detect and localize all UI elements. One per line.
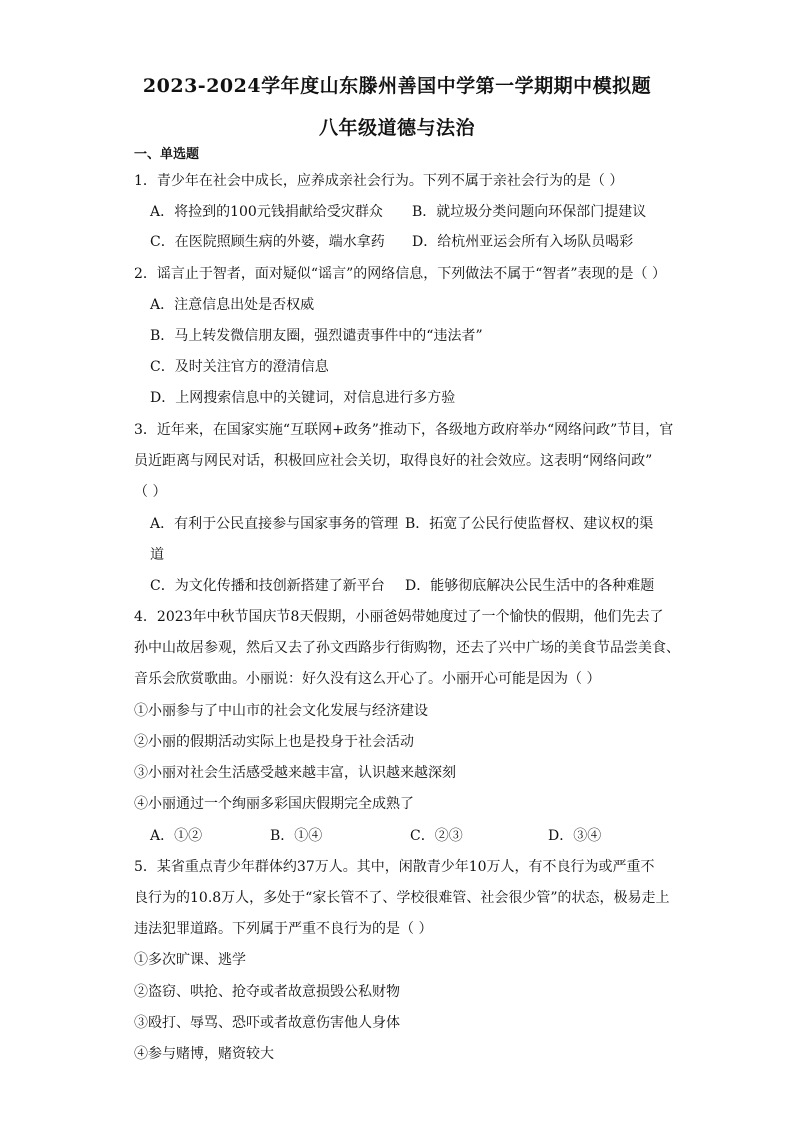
q5-stem-line1: 5．某省重点青少年群体约37万人。其中，闲散青少年10万人，有不良行为或严重不 [134,859,655,875]
q3-option-b-cont: 道 [150,547,164,563]
q2-option-d: D．上网搜索信息中的关键词，对信息进行多方验 [150,390,456,406]
q2-option-c: C．及时关注官方的澄清信息 [150,359,329,375]
q5-statement-1: ①多次旷课、逃学 [134,952,246,968]
q4-statement-1: ①小丽参与了中山市的社会文化发展与经济建设 [134,703,428,719]
document-subtitle: 八年级道德与法治 [318,117,475,139]
q2-option-a: A．注意信息出处是否权威 [150,297,315,313]
q1-option-c: C．在医院照顾生病的外婆，端水拿药 [150,234,385,250]
q5-statement-2: ②盗窃、哄抢、抢夺或者故意损毁公私财物 [134,984,400,1000]
q4-stem-line1: 4．2023年中秋节国庆节8天假期，小丽爸妈带她度过了一个愉快的假期，他们先去了 [134,609,664,625]
q4-option-c: C．②③ [410,828,463,844]
q3-stem-line2: 员近距离与网民对话，积极回应社会关切，取得良好的社会效应。这表明“网络问政” [134,453,653,469]
q4-stem-line3: 音乐会欣赏歌曲。小丽说：好久没有这么开心了。小丽开心可能是因为（ ） [134,671,601,687]
q4-option-d: D．③④ [548,828,602,844]
q4-statement-3: ③小丽对社会生活感受越来越丰富，认识越来越深刻 [134,765,456,781]
q1-option-b: B．就垃圾分类问题向环保部门提建议 [412,204,647,220]
q4-stem-line2: 孙中山故居参观，然后又去了孙文西路步行街购物，还去了兴中广场的美食节品尝美食、 [134,640,680,656]
q5-stem-line3: 违法犯罪道路。下列属于严重不良行为的是（ ） [134,921,433,937]
q3-option-c: C．为文化传播和技创新搭建了新平台 [150,578,385,594]
q4-option-b: B．①④ [270,828,323,844]
q1-option-d: D．给杭州亚运会所有入场队员喝彩 [412,234,634,250]
q1-stem: 1．青少年在社会中成长，应养成亲社会行为。下列不属于亲社会行为的是（ ） [134,173,624,189]
q4-statement-2: ②小丽的假期活动实际上也是投身于社会活动 [134,734,414,750]
q3-option-a: A．有利于公民直接参与国家事务的管理 [150,516,399,532]
q4-statement-4: ④小丽通过一个绚丽多彩国庆假期完全成熟了 [134,796,414,812]
q5-statement-3: ③殴打、辱骂、恐吓或者故意伤害他人身体 [134,1015,400,1031]
q5-stem-line2: 良行为的10.8万人，多处于“家长管不了、学校很难管、社会很少管”的状态，极易走上 [134,890,670,906]
section-heading: 一、单选题 [134,147,200,162]
document-title: 2023-2024学年度山东滕州善国中学第一学期期中模拟题 [142,75,652,97]
q3-option-b: B．拓宽了公民行使监督权、建议权的渠 [405,516,654,532]
q2-option-b: B．马上转发微信朋友圈，强烈谴责事件中的“违法者” [150,328,483,344]
q2-stem: 2．谣言止于智者，面对疑似“谣言”的网络信息，下列做法不属于“智者”表现的是（ ） [134,266,666,282]
q1-option-a: A．将捡到的100元钱捐献给受灾群众 [150,204,383,220]
q4-option-a: A．①② [150,828,203,844]
q3-option-d: D．能够彻底解决公民生活中的各种难题 [405,578,655,594]
q3-stem-line3: （ ） [134,484,167,500]
q5-statement-4: ④参与赌博，赌资较大 [134,1046,274,1062]
q3-stem-line1: 3．近年来，在国家实施“互联网+政务”推动下，各级地方政府举办“网络问政”节目，官 [134,422,674,438]
